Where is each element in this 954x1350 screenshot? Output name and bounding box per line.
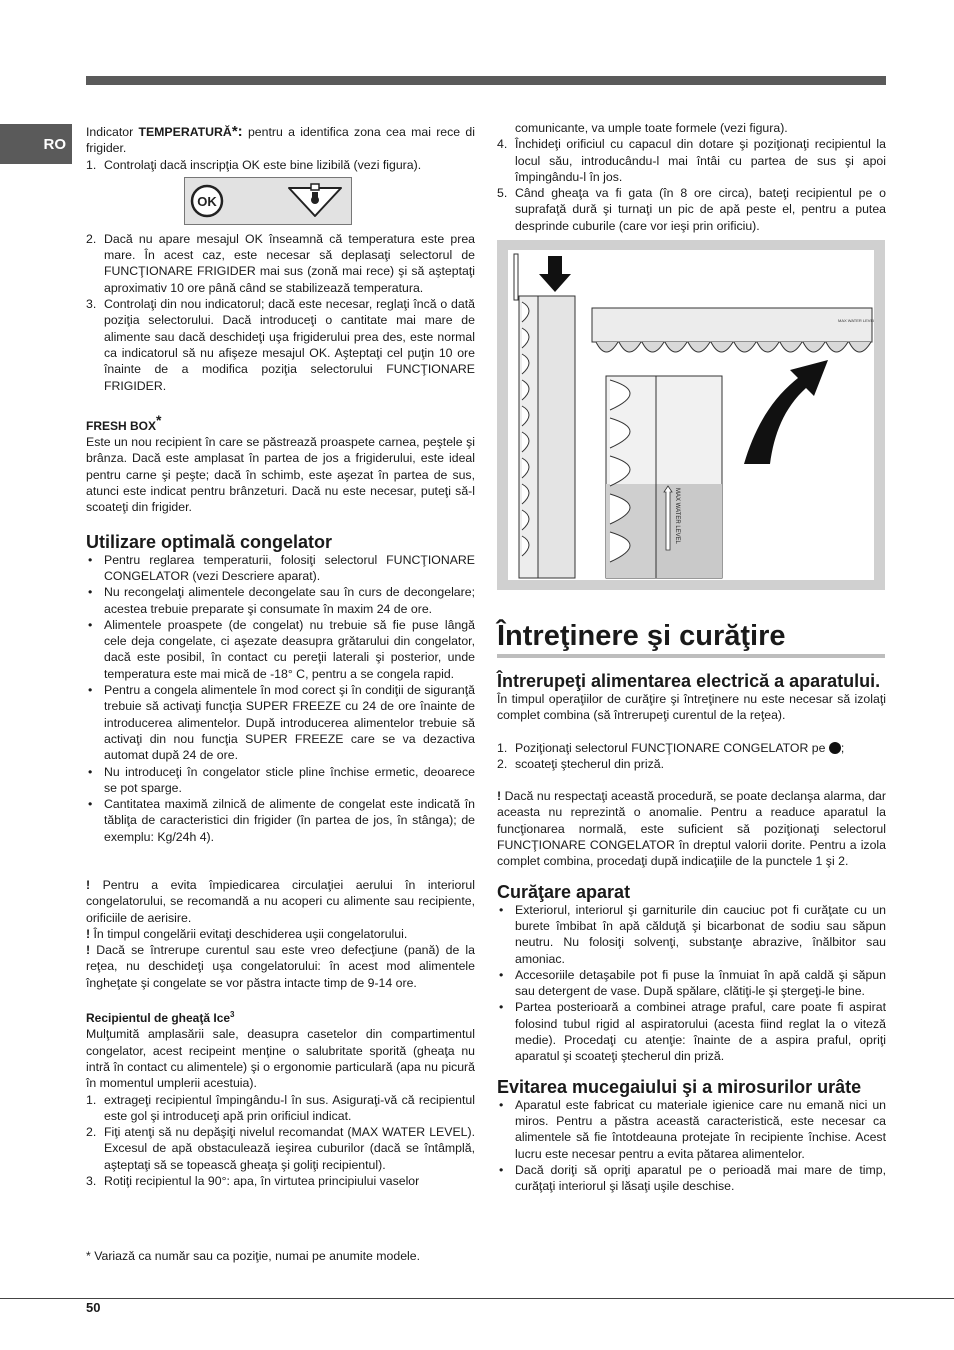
list-item: 2. Fiţi atenţi să nu depăşiţi nivelul recomandat (MAX WATER LEVEL). Excesul de apă obstaculează ieşirea cuburilor (dacă se întâmplă, aşteptaţi să se topească gheaţa şi goliţi recipientul). xyxy=(86,1125,475,1172)
continued-text: comunicante, va umple toate formele (vezi figura). xyxy=(515,121,788,135)
right-column-top xyxy=(497,120,886,234)
list-item: 3. Rotiţi recipientul la 90°: apa, în virtutea principiului vaselor xyxy=(86,1174,420,1189)
ok-label: OK xyxy=(197,193,217,209)
list-item: • Exteriorul, interiorul şi garniturile din cauciuc pot fi curăţate cu un burete îmbibat în apă călduţă şi bicarbonat de sodiu sau săpun neutru. Nu folosiţi solvenţi, substanţe abrazive, înălbitor sau amoniac. xyxy=(499,902,886,966)
ice-tray-figure xyxy=(497,240,885,590)
footer-rule xyxy=(0,1298,954,1299)
list-item: • Nu introduceţi în congelator sticle pline închise ermetic, deoarece se pot sparge. xyxy=(88,764,475,795)
top-bar xyxy=(86,76,886,85)
ok-indicator-icon xyxy=(185,178,351,224)
clean-title: Curăţare aparat xyxy=(497,881,631,902)
ok-indicator-figure xyxy=(184,177,352,225)
list-item: • Dacă doriţi să opriţi aparatul pe o perioadă mai mare de timp, curăţaţi interiorul şi lăsaţi uşile deschise. xyxy=(499,1162,886,1194)
list-item: 5. Când gheaţa va fi gata (în 8 ore circa), bateţi recipientul pe o suprafaţă dură şi turnaţi un pic de apă peste el, pentru a putea desprinde cuburile (care vor ieşi prin orificiu). xyxy=(497,186,886,233)
power-text: În timpul operaţiilor de curăţire şi întreţinere nu este necesar să izolaţi complet combina (să întrerupeţi curentul de la reţea). xyxy=(497,692,886,723)
list-item: 1. Controlaţi dacă inscripţia OK este bine lizibilă (vezi figura). xyxy=(86,157,422,172)
list-item: • Aparatul este fabricat cu materiale igienice care nu emană nici un miros. Pentru a păstra această caracteristică, este necesar ca alimentele să fie întotdeauna protejate în recipiente închise. Acest lucru este necesar pentru a evita pătarea alimentelor. xyxy=(499,1097,886,1161)
right-column-bottom xyxy=(497,619,886,1194)
indicator-rest: pentru a identifica zona cea mai rece di frigider. xyxy=(86,125,475,156)
indicator-steps-2 xyxy=(86,231,475,394)
list-item: 1. extrageţi recipientul împingându-l în sus. Asiguraţi-vă că recipientul este gol şi introduceţi apă prin orificiul indicat. xyxy=(86,1092,475,1123)
language-label: RO xyxy=(43,135,66,153)
list-item: • Alimentele proaspete (de congelat) nu trebuie să fie puse lângă cele deja congelate, ci aşezate deasupra grătarului din congelator, dacă este posibil, în contact cu pereţii laterali şi posterior, unde temperatura este mai mică de -18° C, pentru a se congela rapid. xyxy=(88,617,475,681)
freshbox-text: Este un nou recipient în care se păstrează proaspete carnea, peştele şi brânza. Dacă este amplasat în partea de jos a frigiderului, este ideal pentru carne şi peşte; dacă în schimb, este aşezat în partea de sus, atunci este indicat pentru brânzeturi. Dacă nu este necesar, puteţi să-l scoateţi din frigider. xyxy=(86,435,475,515)
freezer-title: Utilizare optimală congelator xyxy=(86,531,333,552)
ice-tray-illustration xyxy=(508,250,874,580)
ice-title: Recipientul de gheaţă Ice$^3$ xyxy=(86,1010,235,1026)
max-water-label-horizontal: MAX WATER LEVEL xyxy=(838,318,874,323)
rotate-arrow-icon xyxy=(744,360,828,464)
off-position-icon xyxy=(829,742,841,754)
max-water-label-vertical: MAX WATER LEVEL xyxy=(674,487,680,545)
list-item: 4. Închideţi orificiul cu capacul din dotare şi poziţionaţi recipientul la locul său, introducându-l mai întâi cu partea de sus şi apoi împingându-l în jos. xyxy=(497,137,886,184)
footnote: * Variază ca număr sau ca poziţie, numai pe anumite modele. xyxy=(86,1249,421,1263)
warning-2: ! În timpul congelării evitaţi deschiderea uşii congelatorului. xyxy=(86,926,408,941)
list-item: 1. Poziţionaţi selectorul FUNCŢIONARE CONGELATOR pe ; xyxy=(497,740,845,755)
ice-text: Mulţumită amplasării sale, deasupra casetelor din compartimentul congelator, acest recipeint menţine o salubritate sporită (gheaţa nu intră în contact cu alimentele) şi o ergonomie particulară (apa nu picură în momentul umplerii acestuia). xyxy=(86,1027,475,1091)
list-item: 2. scoateţi ştecherul din priză. xyxy=(497,756,665,771)
list-item: 3. Controlaţi din nou indicatorul; dacă este necesar, reglaţi încă o dată poziţia selectorului. Dacă introduceţi o cantitate mai mare de alimente sau dacă deschideţi uşa frigiderului prea des, este normal ca indicatorul să nu afişeze mesajul OK. Aşteptaţi cel puţin 10 ore înainte de a modifica poziţia selectorului FUNCŢIONARE FRIGIDER. xyxy=(86,297,475,393)
title-underline xyxy=(497,654,885,658)
list-item: • Pentru a congela alimentele în mod corect şi în condiţii de siguranţă trebuie să activaţi funcţia SUPER FREEZE cu 24 de ore înainte de introducerea alimentelor. După introducerea alimentelor trebuie să activaţi din nou funcţia SUPER FREEZE care se va dezactiva automat după 24 de ore. xyxy=(88,683,475,763)
freshbox-title: FRESH BOX* xyxy=(86,411,162,433)
list-item: • Pentru reglarea temperaturii, folosiţi selectorul FUNCŢIONARE CONGELATOR (vezi Descriere aparat). xyxy=(88,552,475,583)
warning-1: ! Pentru a evita împiedicarea circulaţiei aerului în interiorul congelatorului, se recomandă a nu acoperi cu alimente sau recipiente, orificiile de aerisire. xyxy=(86,877,475,925)
page-number: 50 xyxy=(86,1300,101,1315)
ice-steps-continued xyxy=(497,136,886,234)
list-item: • Accesoriile detaşabile pot fi puse la înmuiat în apă caldă şi săpun sau detergent de vase. După spălare, clătiţi-le şi ştergeţi-le bine. xyxy=(499,967,886,999)
indicator-paragraph xyxy=(86,124,475,157)
mold-title: Evitarea mucegaiului şi a mirosurilor urâte xyxy=(497,1076,862,1097)
ice-steps xyxy=(86,1092,475,1190)
freezer-bullets xyxy=(86,552,475,845)
indicator-bold: TEMPERATURĂ xyxy=(138,125,232,139)
indicator-steps-1 xyxy=(86,157,475,173)
language-tab xyxy=(0,124,72,164)
power-title: Întrerupeţi alimentarea electrică a aparatului. xyxy=(497,671,881,691)
warning-3: ! Dacă se întrerupe curentul sau este vreo defecţiune (pană) de la reţea, nu deschideţi uşa congelatorului: în acest mod alimentele îngheţate şi congelate se vor păstra intacte timp de 9-14 ore. xyxy=(86,943,476,990)
main-title: Întreţinere şi curăţire xyxy=(497,620,786,652)
list-item: • Nu recongelaţi alimentele decongelate sau în curs de decongelare; acestea trebuie preparate şi consumate în maxim 24 de ore. xyxy=(88,585,475,616)
horizontal-tray-cups xyxy=(596,342,871,352)
list-item: • Partea posterioară a combinei atrage praful, care poate fi aspirat folosind tubul rigid al aspiratorului (acesta fiind reglat la o viteză medie). Procedaţi cu atenţie: înainte de a aspira praful, opriţi aparatul şi scoateţi ştecherul din priză. xyxy=(499,1000,886,1064)
list-item: 2. Dacă nu apare mesajul OK înseamnă că temperatura este prea mare. În acest caz, este necesar să deplasaţi selectorul de FUNCŢIONARE FRIGIDER mai sus (zonă mai rece) şi să aşteptaţi aproximativ 10 ore până când se stabilizează temperatura. xyxy=(86,231,475,295)
indicator-prefix: Indicator xyxy=(86,125,139,139)
power-steps xyxy=(497,740,886,773)
power-warning: ! Dacă nu respectaţi această procedură, se poate declanşa alarma, dar aceasta nu reprezintă o anomalie. Pentru a readuce aparatul la funcţionarea normală, este suficient să poziţionaţi selectorul FUNCŢIONARE CONGELATOR în dreptul valorii dorite. Pentru a izola complet combina, procedaţi după indicaţiile de la punctele 1 şi 2. xyxy=(497,789,886,869)
left-column xyxy=(86,124,475,1189)
list-item: • Cantitatea maximă zilnică de alimente de congelat este indicată în tăbliţa de caracteristici din frigider (în partea de jos, în stânga); de exemplu: Kg/24h 4). xyxy=(88,797,475,844)
clean-bullets xyxy=(497,902,886,1065)
mold-bullets xyxy=(497,1097,886,1195)
indicator-star: *: xyxy=(231,123,243,140)
